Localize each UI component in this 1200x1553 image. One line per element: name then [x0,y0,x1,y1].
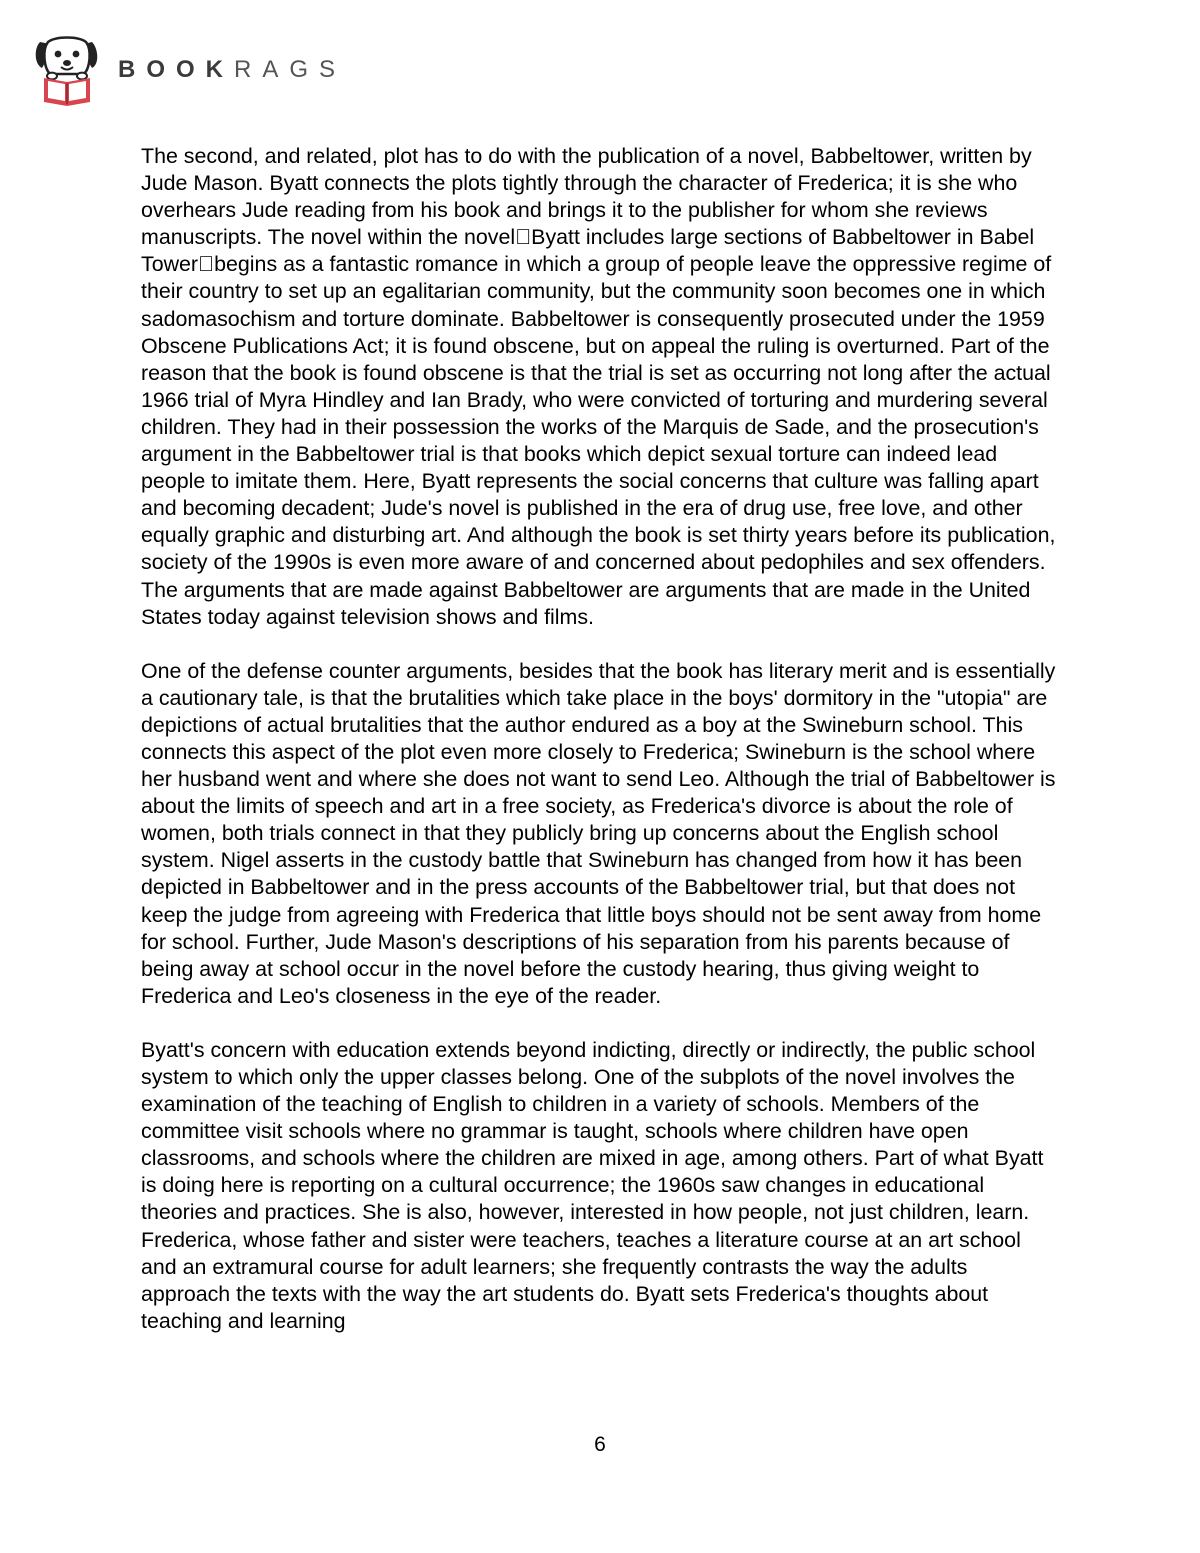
paragraph-1: The second, and related, plot has to do with the publication of a novel, Babbeltower, written by Jude Mason. Byatt connects the plots tightly through the character of Frederica; it is she who overhears Jude reading from his book and brings it to the publisher for whom she reviews manuscripts. The novel within the novel Byatt includes large sections of Babbeltower in Babel Tower begins as a fantastic romance in which a group of people leave the oppressive regime of their country to set up an egalitarian community, but the community soon becomes one in which sadomasochism and torture dominate. Babbeltower is consequently prosecuted under the 1959 Obscene Publications Act; it is found obscene, but on appeal the ruling is overturned. Part of the reason that the book is found obscene is that the trial is set as occurring not long after the actual 1966 trial of Myra Hindley and Ian Brady, who were convicted of torturing and murdering several children. They had in their possession the works of the Marquis de Sade, and the prosecution's argument in the Babbeltower trial is that books which depict sexual torture can indeed lead people to imitate them. Here, Byatt represents the social concerns that culture was falling apart and becoming decadent; Jude's novel is published in the era of drug use, free love, and other equally graphic and disturbing art. And although the book is set thirty years before its publication, society of the 1990s is even more aware of and concerned about pedophiles and sex offenders. The arguments that are made against Babbeltower are arguments that are made in the United States today against television shows and films. [141,144,1056,629]
page-number: 6 [594,1433,606,1456]
paragraph-2: One of the defense counter arguments, besides that the book has literary merit and is essentially a cautionary tale, is that the brutalities which take place in the boys' dormitory in the "utopia" are depictions of actual brutalities that the author endured as a boy at the Swineburn school. This connects this aspect of the plot even more closely to Frederica; Swineburn is the school where her husband went and where she does not want to send Leo. Although the trial of Babbeltower is about the limits of speech and art in a free society, as Frederica's divorce is about the role of women, both trials connect in that they publicly bring up concerns about the English school system. Nigel asserts in the custody battle that Swineburn has changed from how it has been depicted in Babbeltower and in the press accounts of the Babbeltower trial, but that does not keep the judge from agreeing with Frederica that little boys should not be sent away from home for school. Further, Jude Mason's descriptions of his separation from his parents because of being away at school occur in the novel before the custody hearing, thus giving weight to Frederica and Leo's closeness in the eye of the reader. [141,658,1056,1008]
bookrags-logo[interactable] [34,34,354,106]
logo-text-bold: BOOK [118,56,234,83]
logo-text-light: RAGS [234,56,347,83]
dog-with-book-icon [34,34,106,106]
paragraph-3: Byatt's concern with education extends beyond indicting, directly or indirectly, the public school system to which only the upper classes belong. One of the subplots of the novel involves the examination of the teaching of English to children in a variety of schools. Members of the committee visit schools where no grammar is taught, schools where children have open classrooms, and schools where the children are mixed in age, among others. Part of what Byatt is doing here is reporting on a cultural occurrence; the 1960s saw changes in educational theories and practices. She is also, however, interested in how people, not just children, learn. Frederica, whose father and sister were teachers, teaches a literature course at an art school and an extramural course for adult learners; she frequently contrasts the way the adults approach the texts with the way the art students do. Byatt sets Frederica's thoughts about teaching and learning [141,1037,1044,1333]
logo-wordmark [118,56,346,84]
document-body [141,143,1061,1362]
